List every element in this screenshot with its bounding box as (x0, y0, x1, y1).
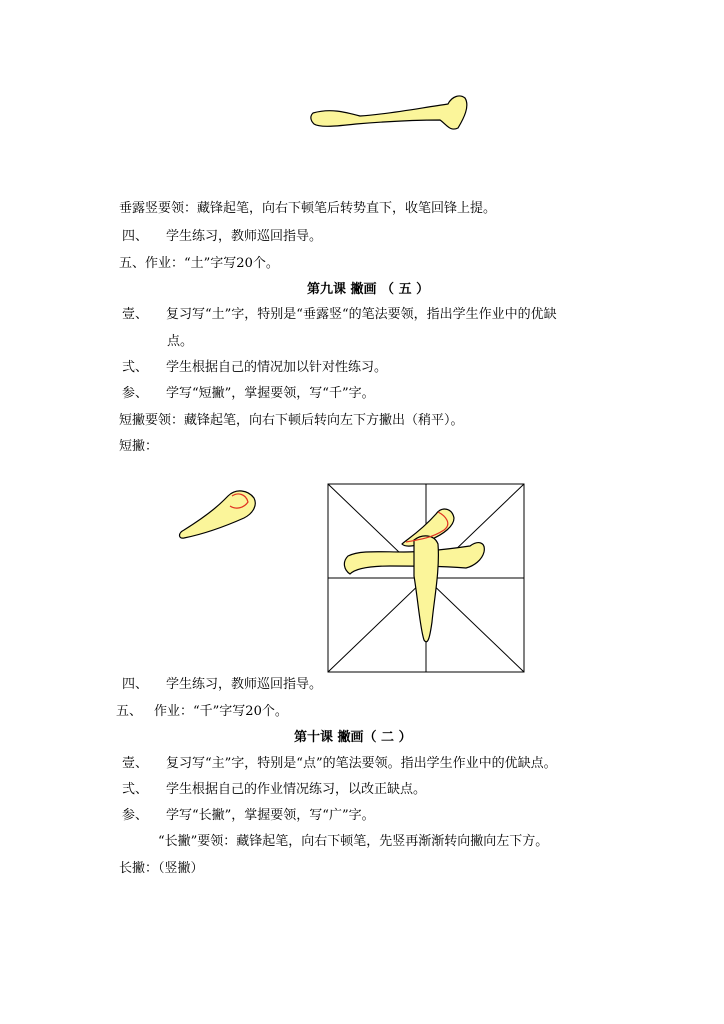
item-text: 学生根据自己的作业情况练习，以改正缺点。 (166, 782, 427, 797)
item-text: 复习写“土”字，特别是“垂露竖“的笔法要领，指出学生作业中的优缺 (166, 307, 557, 322)
qian-shu-stroke (414, 536, 438, 642)
lesson9-item3 (122, 385, 375, 403)
block1-item4 (122, 228, 322, 246)
item-text: 学生练习，教师巡回指导。 (166, 677, 323, 692)
block1-item5: 五、作业：“土”字写20个。 (119, 256, 279, 271)
qian-heng-stroke (344, 543, 484, 574)
item-number: 五、 (116, 704, 143, 719)
item-text: 学生根据自己的情况加以针对性练习。 (166, 360, 388, 375)
grid-diagonal-1 (328, 484, 524, 672)
item-text: 作业：“千”字写20个。 (154, 704, 288, 719)
horizontal-stroke-shape (311, 96, 467, 129)
short-pie-rule: 短撇要领：藏锋起笔，向右下顿后转向左下方撇出（稍平）。 (119, 413, 464, 428)
item-text: 学生练习，教师巡回指导。 (166, 229, 323, 244)
short-pie-label: 短撇： (119, 439, 159, 454)
item-number: 壹、 (122, 307, 149, 322)
item-number: 弍、 (122, 782, 149, 797)
lesson9-item5 (116, 703, 288, 721)
lesson9-item4 (122, 676, 322, 694)
lesson9-title: 第九课 撇画 （ 五 ） (307, 282, 430, 297)
item-number: 四、 (122, 229, 149, 244)
long-pie-rule: “长撇”要领：藏锋起笔，向右下顿笔，先竖再渐渐转向撇向左下方。 (158, 834, 549, 849)
item-number: 四、 (122, 677, 149, 692)
lesson9-item1 (122, 306, 557, 324)
item-number: 参、 (122, 386, 149, 401)
short-pie-guide (230, 494, 248, 508)
item-text: 学写“长撇”，掌握要领，写“广”字。 (166, 808, 375, 823)
lesson9-item2 (122, 359, 387, 377)
item-text: 复习写“主”字，特别是“点”的笔法要领。指出学生作业中的优缺点。 (166, 756, 557, 771)
lesson10-item2 (122, 781, 426, 799)
item-text: 学写“短撇”，掌握要领，写“千”字。 (166, 386, 375, 401)
grid-border (328, 484, 524, 672)
lesson9-item1-cont: 点。 (167, 334, 194, 349)
qian-pie-stroke (402, 509, 454, 546)
item-number: 壹、 (122, 756, 149, 771)
long-pie-label: 长撇：（竖撇） (119, 861, 204, 876)
grid-lines (328, 484, 524, 672)
short-pie-shape (180, 491, 256, 538)
lesson10-item3 (122, 807, 375, 825)
item-number: 弍、 (122, 360, 149, 375)
item-number: 参、 (122, 808, 149, 823)
qian-guide-line (406, 512, 448, 542)
lesson10-item1 (122, 755, 557, 773)
chuilu-rule: 垂露竖要领：藏锋起笔，向右下顿笔后转势直下，收笔回锋上提。 (119, 201, 497, 216)
lesson10-title: 第十课 撇画（ 二 ） (294, 730, 412, 745)
grid-diagonal-2 (328, 484, 524, 672)
